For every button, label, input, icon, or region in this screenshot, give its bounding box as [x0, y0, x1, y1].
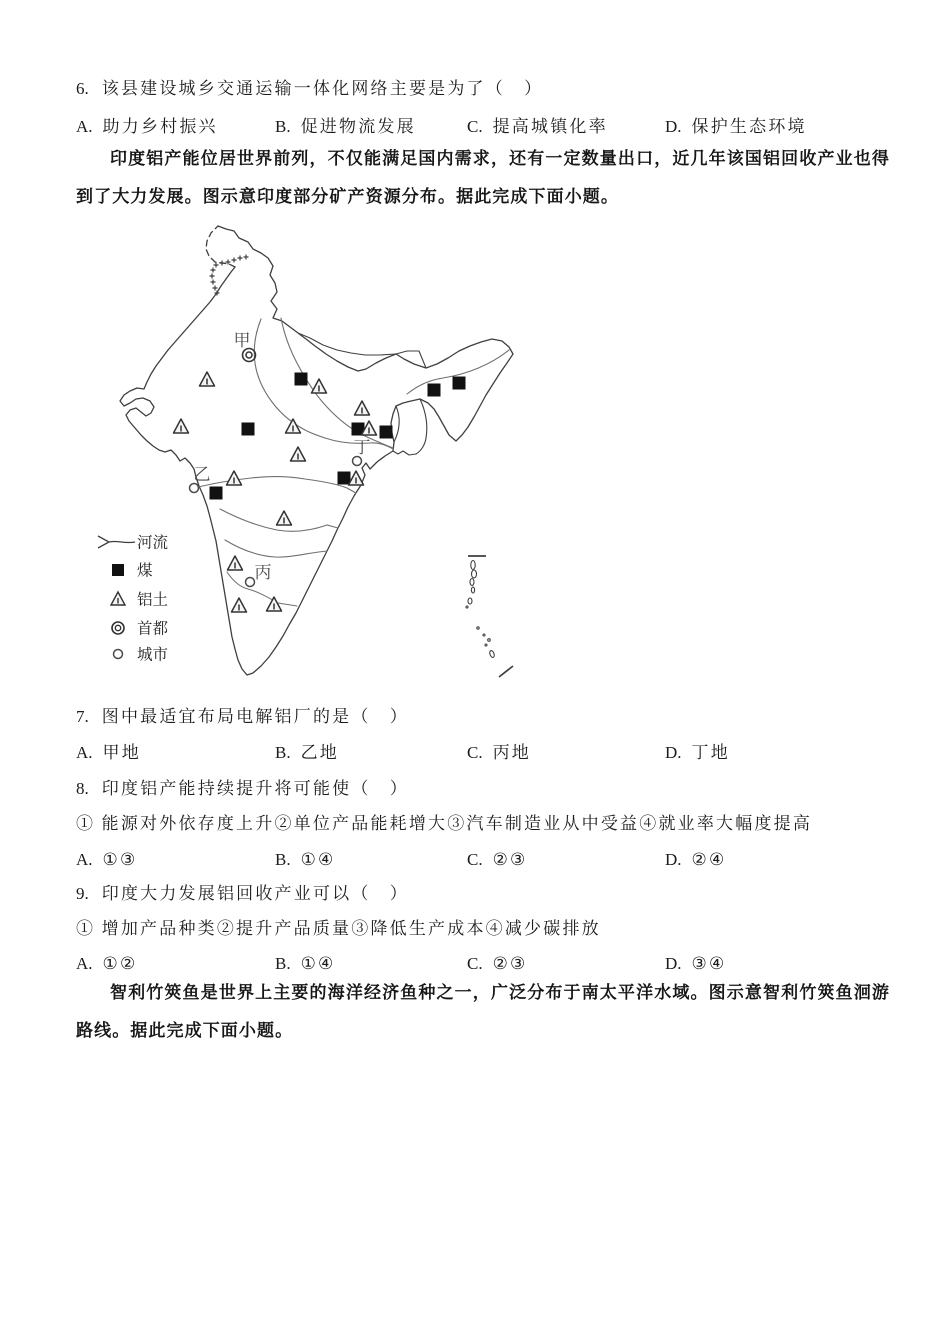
river-krishna — [225, 540, 327, 557]
legend-row-coal — [112, 562, 153, 580]
option-a — [76, 953, 137, 975]
option-d — [665, 116, 807, 138]
question-6-text: 该县建设城乡交通运输一体化网络主要是为了（ ） — [101, 79, 544, 98]
question-8-number: 8. — [76, 779, 89, 798]
option-d — [665, 849, 726, 871]
legend-label: 城市 — [137, 646, 169, 664]
option-a-label: A. — [76, 743, 93, 762]
kashmir-dashed-border — [206, 226, 235, 267]
river-yamuna — [254, 319, 325, 438]
option-a-text: ①② — [102, 954, 138, 973]
option-c — [467, 849, 527, 871]
option-d-label: D. — [665, 743, 682, 762]
option-a-label: A. — [76, 117, 93, 136]
question-8-stem — [76, 778, 409, 800]
legend-label: 煤 — [137, 562, 153, 580]
question-7-options — [76, 742, 906, 764]
legend-label: 河流 — [137, 534, 169, 552]
option-d-label: D. — [665, 850, 682, 869]
option-d-text: ③④ — [691, 954, 727, 973]
option-a-label: A. — [76, 850, 93, 869]
option-a — [76, 116, 218, 138]
option-b-text: 乙地 — [300, 743, 339, 762]
question-9-text: 印度大力发展铝回收产业可以（ ） — [101, 884, 409, 903]
option-c-text: ②③ — [492, 850, 528, 869]
city-legend-symbol — [114, 650, 123, 659]
option-c-label: C. — [467, 743, 483, 762]
option-a-text: ①③ — [102, 850, 138, 869]
place-label: 丁 — [353, 438, 371, 457]
option-b — [275, 116, 416, 138]
question-9-stem — [76, 883, 409, 905]
option-d-text: 保护生态环境 — [691, 117, 807, 136]
question-6-number: 6. — [76, 79, 89, 98]
option-c-text: ②③ — [492, 954, 528, 973]
mineral-markers-layer — [174, 349, 466, 613]
option-b-label: B. — [275, 743, 291, 762]
bangladesh-border-west — [394, 406, 399, 442]
option-d-label: D. — [665, 117, 682, 136]
legend-row-bauxite — [111, 591, 168, 609]
legend-label: 首都 — [137, 620, 169, 638]
option-b-label: B. — [275, 850, 291, 869]
option-d-text: ②④ — [691, 850, 727, 869]
place-label: 甲 — [233, 331, 251, 350]
capital-marker — [243, 349, 256, 362]
legend-row-river — [98, 534, 168, 552]
option-c — [467, 116, 608, 138]
option-d — [665, 953, 726, 975]
question-8-items: ① 能源对外依存度上升②单位产品能耗增大③汽车制造业从中受益④就业率大幅度提高 — [76, 814, 813, 833]
option-d-text: 丁地 — [691, 743, 730, 762]
coal-marker — [380, 426, 393, 439]
question-6-options — [76, 116, 906, 138]
capital-legend-symbol — [112, 622, 124, 634]
option-c — [467, 742, 531, 764]
option-c — [467, 953, 527, 975]
city-marker — [190, 484, 199, 493]
question-8-text: 印度铝产能持续提升将可能使（ ） — [101, 779, 409, 798]
place-labels-layer — [194, 331, 371, 582]
legend-row-city — [114, 646, 169, 664]
question-9-options — [76, 953, 906, 975]
river-legend-symbol — [98, 536, 135, 548]
option-c-text: 丙地 — [492, 743, 531, 762]
city-marker — [246, 578, 255, 587]
map-frame-segment-bottom — [499, 666, 513, 677]
option-c-text: 提高城镇化率 — [492, 117, 608, 136]
option-c-label: C. — [467, 117, 483, 136]
option-a-text: 助力乡村振兴 — [102, 117, 218, 136]
option-b — [275, 953, 335, 975]
question-9-number: 9. — [76, 884, 89, 903]
coal-marker — [453, 377, 466, 390]
question-9-items: ① 增加产品种类②提升产品质量③降低生产成本④减少碳排放 — [76, 919, 601, 938]
coal-marker — [210, 487, 223, 500]
question-6-stem — [76, 78, 543, 100]
city-marker — [353, 457, 362, 466]
option-b — [275, 849, 335, 871]
question-7-stem — [76, 706, 409, 728]
option-a — [76, 849, 137, 871]
option-c-label: C. — [467, 954, 483, 973]
question-7-text: 图中最适宜布局电解铝厂的是（ ） — [101, 707, 409, 726]
option-b — [275, 742, 339, 764]
option-d-label: D. — [665, 954, 682, 973]
india-outline — [120, 226, 513, 675]
place-label: 乙 — [193, 465, 211, 484]
question-7-number: 7. — [76, 707, 89, 726]
legend-label: 铝土 — [137, 591, 169, 609]
option-a — [76, 742, 141, 764]
legend-row-capital — [112, 620, 169, 638]
option-b-label: B. — [275, 117, 291, 136]
option-b-text: ①④ — [300, 954, 336, 973]
bhutan-border — [396, 351, 426, 368]
figure-india-mineral-map — [85, 222, 545, 692]
bangladesh-border-east — [416, 399, 427, 454]
question-8-options — [76, 849, 906, 871]
option-d — [665, 742, 730, 764]
option-a-text: 甲地 — [102, 743, 141, 762]
coal-legend-symbol — [112, 564, 124, 576]
place-label: 丙 — [254, 563, 272, 582]
map-legend — [98, 534, 169, 664]
option-a-label: A. — [76, 954, 93, 973]
coal-marker — [242, 423, 255, 436]
bangladesh-coast — [393, 451, 416, 455]
coal-marker — [338, 472, 351, 485]
option-b-label: B. — [275, 954, 291, 973]
option-b-text: ①④ — [300, 850, 336, 869]
coal-marker — [295, 373, 308, 386]
india-mineral-map — [85, 222, 545, 692]
passage-india: 印度铝产能位居世界前列，不仅能满足国内需求，还有一定数量出口，近几年该国铝回收产业也得到了大力发展。图示意印度部分矿产资源分布。据此完成下面小题。 — [76, 149, 890, 206]
option-b-text: 促进物流发展 — [300, 117, 416, 136]
andaman-nicobar-islands — [466, 556, 513, 677]
option-c-label: C. — [467, 850, 483, 869]
passage-chile: 智利竹筴鱼是世界上主要的海洋经济鱼种之一，广泛分布于南太平洋水域。图示意智利竹筴鱼洄游路线。据此完成下面小题。 — [76, 983, 890, 1040]
coal-marker — [428, 384, 441, 397]
capital-marker-inner — [246, 352, 252, 358]
